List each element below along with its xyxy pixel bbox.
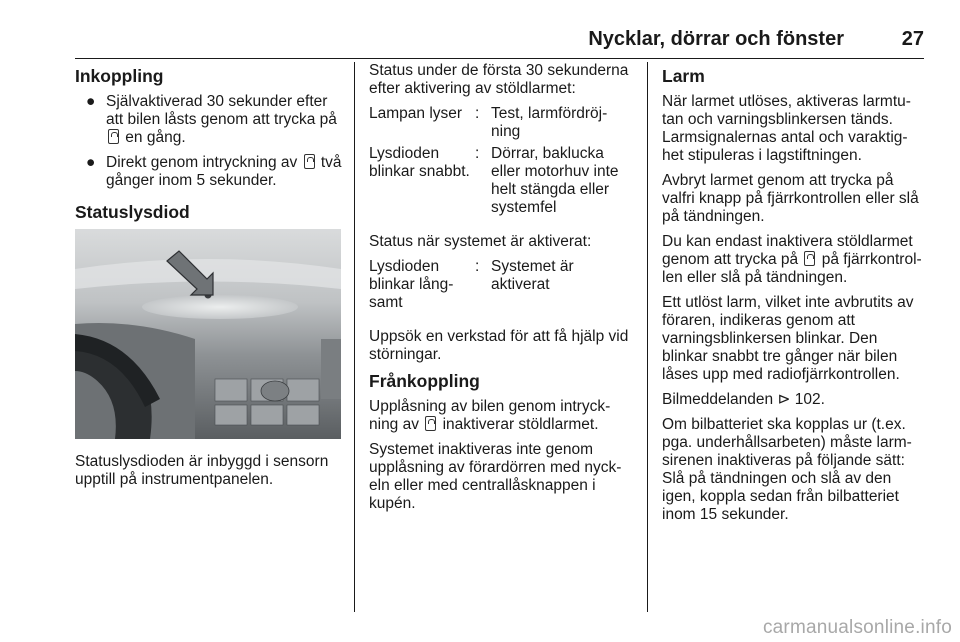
column-middle <box>369 62 634 520</box>
bullet-marker: ● <box>86 93 96 110</box>
alarm-paragraph-6: Om bilbatteriet ska kopplas ur (t.ex. pga. underhållsarbeten) måste larm-sirenen inaktiveras på följande sätt: Slå på tändningen och slå av den igen, koppla sedan från bilbatteriet inom 15 sekunder. <box>662 416 912 523</box>
heading-frankoppling: Frånkoppling <box>369 371 480 391</box>
alarm-paragraph-5: Bilmeddelanden ⊳ 102. <box>662 391 825 408</box>
list-item: ● Direkt genom intryckning av två gånger inom 5 sekunder. <box>86 154 342 189</box>
bullet-marker: ● <box>86 154 96 171</box>
list-item: ● Självaktiverad 30 sekunder efter att bilen låsts genom att trycka på en gång. <box>86 93 337 146</box>
table-row: Lysdioden blinkar lång-samt : Systemet är aktiverat <box>369 258 574 311</box>
alarm-paragraph-4: Ett utlöst larm, vilket inte avbrutits av föraren, indikeras genom att varningsblinkersen blinkar. Den blinkar snabbt tre gånger när bilen låses upp med radiofjärrkontrollen. <box>662 294 914 383</box>
table-row: Lysdioden blinkar snabbt. : Dörrar, baklucka eller motorhuv inte helt stängda eller systemfel <box>369 145 619 216</box>
watermark: carmanualsonline.info <box>762 617 952 638</box>
status-table-active <box>369 258 634 316</box>
page-title: Nycklar, dörrar och fönster <box>588 28 844 50</box>
status-active-label: Status när systemet är aktiverat: <box>369 233 592 250</box>
column-divider <box>647 62 648 612</box>
page-header <box>75 28 924 59</box>
service-note: Uppsök en verkstad för att få hjälp vid störningar. <box>369 328 629 363</box>
lock-button-icon <box>108 129 119 144</box>
status-table-first-30s <box>369 105 634 221</box>
status-intro: Status under de första 30 sekunderna efter aktivering av stöldlarmet: <box>369 62 629 97</box>
unlock-paragraph: Upplåsning av bilen genom intryck-ning av inaktiverar stöldlarmet. <box>369 398 611 433</box>
alarm-paragraph-2: Avbryt larmet genom att trycka på valfri knapp på fjärrkontrollen eller slå på tändningen. <box>662 172 919 225</box>
led-caption: Statuslysdioden är inbyggd i sensorn upptill på instrumentpanelen. <box>75 453 329 488</box>
heading-statuslysdiod: Statuslysdiod <box>75 202 190 222</box>
column-divider <box>354 62 355 612</box>
activation-list <box>75 93 343 190</box>
dashboard-led-photo <box>75 229 341 439</box>
column-right <box>662 62 927 531</box>
lock-button-icon <box>304 154 315 169</box>
alarm-paragraph-3: Du kan endast inaktivera stöldlarmet genom att trycka på på fjärrkontrol-len eller slå på tändningen. <box>662 233 922 286</box>
heading-larm: Larm <box>662 66 705 86</box>
unlock-button-icon <box>804 251 815 266</box>
page-number: 27 <box>901 28 924 50</box>
deactivate-paragraph: Systemet inaktiveras inte genom upplåsning av förardörren med nyck-eln eller med centrallåsknappen i kupén. <box>369 441 622 512</box>
alarm-paragraph-1: När larmet utlöses, aktiveras larmtu-tan och varningsblinkersen tänds. Larmsignalernas antal och varaktig-het stipuleras i lagstiftningen. <box>662 93 911 164</box>
heading-inkoppling: Inkoppling <box>75 66 164 86</box>
column-left <box>75 62 343 496</box>
table-row: Lampan lyser : Test, larmfördröj-ning <box>369 105 608 140</box>
page-reference-arrow-icon: ⊳ <box>777 391 791 408</box>
unlock-button-icon <box>425 416 436 431</box>
